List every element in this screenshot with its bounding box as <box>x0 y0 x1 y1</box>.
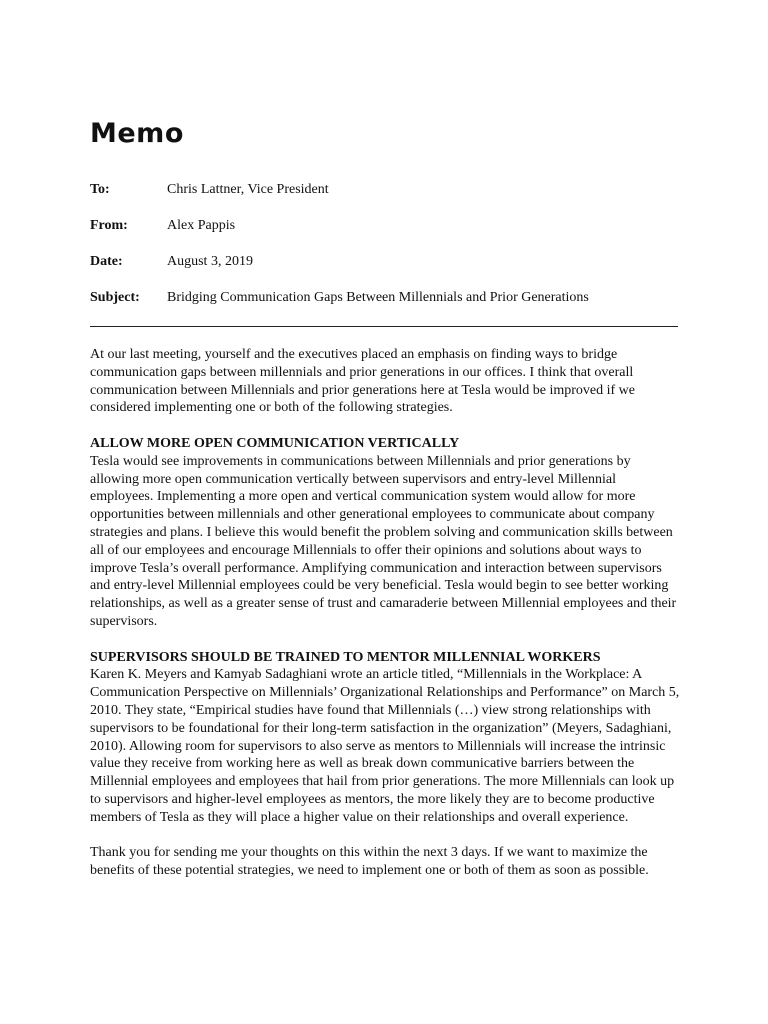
subject-label: Subject: <box>90 290 140 305</box>
date-value: August 3, 2019 <box>167 254 253 269</box>
section-1-paragraph: Tesla would see improvements in communications between Millennials and prior generations by allowing more open communication vertically between supervisors and entry-level Millennial employees. Implementing a more open and vertical communication system would allow for more opportunities between millennials and other generational employees to communicate about company strategies and plans. I believe this would benefit the problem solving and communication skills between all of our employees and encourage Millennials to offer their opinions and solutions about ways to improve Tesla’s overall performance. Amplifying communication and interaction between supervisors and entry-level Millennial employees could be very beneficial. Tesla would begin to see better working relationships, as well as a greater sense of trust and camaraderie between Millennial employees and their supervisors. <box>90 453 677 629</box>
from-value: Alex Pappis <box>167 218 236 233</box>
memo-title: Memo <box>90 118 184 149</box>
section-1-heading: ALLOW MORE OPEN COMMUNICATION VERTICALLY <box>90 435 460 451</box>
intro-paragraph: At our last meeting, yourself and the executives placed an emphasis on finding ways to bridge communication gaps between millennials and prior generations in our offices. I think that overall communication between Millennials and prior generations here at Tesla would be improved if we considered implementing one or both of the following strategies. <box>90 347 635 416</box>
header-divider <box>90 326 678 327</box>
memo-body <box>90 346 680 898</box>
to-label: To: <box>90 182 110 197</box>
date-label: Date: <box>90 254 123 269</box>
closing-paragraph: Thank you for sending me your thoughts on this within the next 3 days. If we want to maximize the benefits of these potential strategies, we need to implement one or both of them as soon as possible. <box>90 845 649 879</box>
section-2-heading: SUPERVISORS SHOULD BE TRAINED TO MENTOR MILLENNIAL WORKERS <box>90 649 601 665</box>
to-value: Chris Lattner, Vice President <box>167 182 329 197</box>
from-label: From: <box>90 218 128 233</box>
subject-value: Bridging Communication Gaps Between Millennials and Prior Generations <box>167 290 589 305</box>
section-2-paragraph: Karen K. Meyers and Kamyab Sadaghiani wrote an article titled, “Millennials in the Workplace: A Communication Perspective on Millennials’ Organizational Relationships and Performance” on March 5, 2010. They state, “Empirical studies have found that Millennials (…) view strong relationships with supervisors to be foundational for their long-term satisfaction in the organization” (Meyers, Sadaghiani, 2010). Allowing room for supervisors to also serve as mentors to Millennials will increase the intrinsic value they receive from working here as well as break down communicative barriers between the Millennial employees and employees that hail from prior generations. The more Millennials can look up to supervisors and higher-level employees as mentors, the more likely they are to become productive members of Tesla as they will place a higher value on their relationships and overall experience. <box>90 667 680 825</box>
